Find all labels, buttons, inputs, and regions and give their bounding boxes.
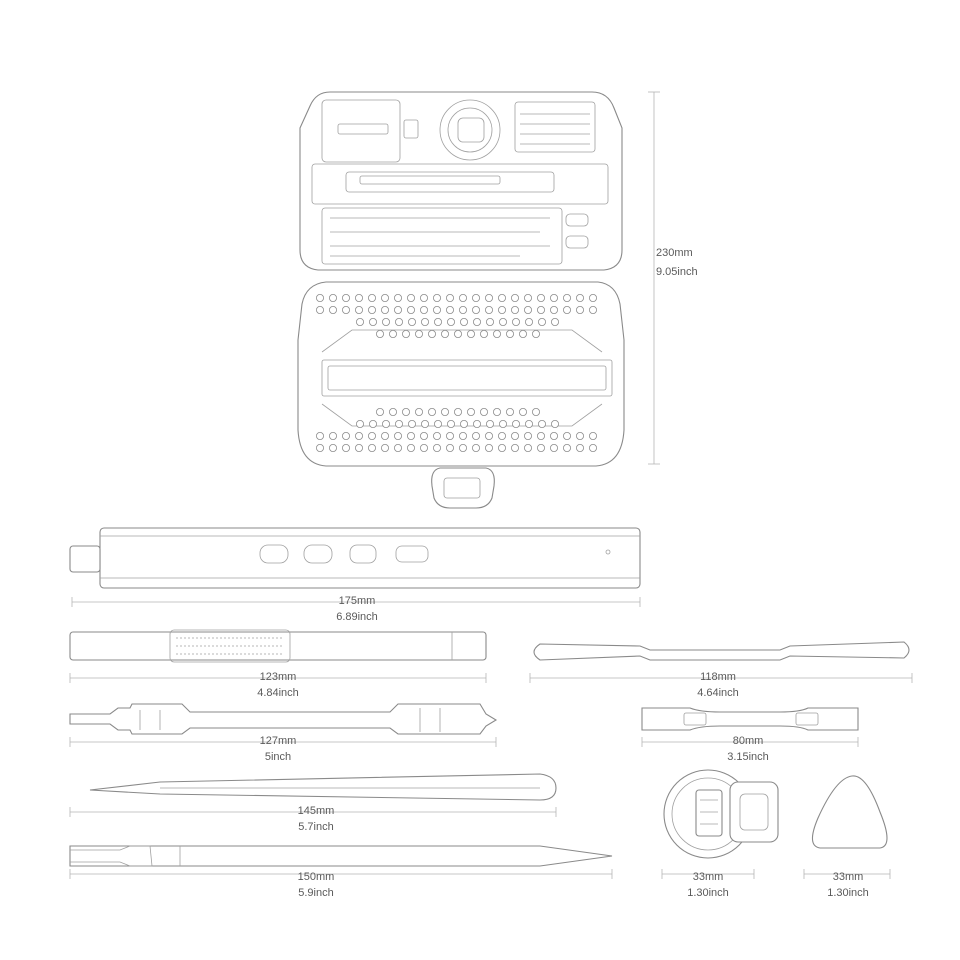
bit-hole	[538, 318, 545, 325]
bit-hole	[551, 318, 558, 325]
bit-hole	[537, 306, 544, 313]
bit-hole	[486, 318, 493, 325]
bit-hole	[356, 420, 363, 427]
pry-pick-illustration	[70, 846, 612, 899]
guitar-pick-size-mm: 33mm	[832, 871, 864, 883]
bit-hole	[499, 318, 506, 325]
bit-hole	[511, 432, 518, 439]
bit-hole	[428, 408, 435, 415]
bit-hole	[506, 408, 513, 415]
tweezers-length-inch: 5.7inch	[298, 821, 334, 833]
extension-rod-length-mm: 123mm	[259, 671, 297, 683]
bit-hole	[316, 306, 323, 313]
bit-hole	[407, 306, 414, 313]
bit-hole	[395, 318, 402, 325]
bit-hole	[532, 330, 539, 337]
bit-hole	[407, 444, 414, 451]
bit-hole	[408, 420, 415, 427]
case-bit-tray	[298, 282, 624, 508]
bit-hole	[459, 306, 466, 313]
bit-hole	[368, 432, 375, 439]
bit-hole	[355, 306, 362, 313]
bit-hole	[493, 408, 500, 415]
bit-hole	[421, 420, 428, 427]
screwdriver-length-inch: 6.89inch	[336, 611, 378, 623]
bit-hole	[395, 420, 402, 427]
bit-hole	[415, 408, 422, 415]
bit-hole	[550, 432, 557, 439]
bit-hole	[381, 294, 388, 301]
sim-tool-illustration	[70, 704, 496, 763]
bit-hole	[389, 408, 396, 415]
bit-hole	[563, 432, 570, 439]
extension-rod-length-inch: 4.84inch	[257, 687, 299, 699]
bit-hole	[421, 318, 428, 325]
bit-hole	[576, 294, 583, 301]
bit-hole	[537, 294, 544, 301]
bit-hole	[589, 444, 596, 451]
bit-hole	[537, 432, 544, 439]
bit-hole	[525, 420, 532, 427]
bit-hole	[433, 432, 440, 439]
bit-hole	[447, 318, 454, 325]
bit-hole	[499, 420, 506, 427]
bit-hole	[576, 444, 583, 451]
bit-hole	[537, 444, 544, 451]
bit-hole	[441, 330, 448, 337]
bit-hole	[428, 330, 435, 337]
extension-rod-illustration	[70, 630, 486, 699]
bit-hole	[589, 294, 596, 301]
bit-hole	[402, 408, 409, 415]
bit-hole	[576, 306, 583, 313]
bit-hole	[389, 330, 396, 337]
bit-hole	[472, 294, 479, 301]
bit-hole	[433, 306, 440, 313]
bit-hole	[511, 306, 518, 313]
bit-hole	[434, 318, 441, 325]
kit-case-illustration	[298, 92, 698, 508]
bit-hole	[511, 294, 518, 301]
bit-hole	[420, 432, 427, 439]
bit-hole	[480, 408, 487, 415]
bit-hole	[459, 294, 466, 301]
bit-hole	[460, 318, 467, 325]
suction-cup-size-mm: 33mm	[692, 871, 724, 883]
bit-hole	[485, 444, 492, 451]
bit-hole	[446, 444, 453, 451]
bit-hole	[512, 318, 519, 325]
bit-hole	[472, 306, 479, 313]
bit-hole	[459, 444, 466, 451]
bit-hole	[441, 408, 448, 415]
screwdriver-length-mm: 175mm	[338, 595, 376, 607]
bit-hole	[485, 294, 492, 301]
bit-hole	[563, 444, 570, 451]
bit-hole	[408, 318, 415, 325]
bit-hole	[446, 294, 453, 301]
bit-hole	[460, 420, 467, 427]
bit-hole	[532, 408, 539, 415]
guitar-pick-size-inch: 1.30inch	[827, 887, 869, 899]
bit-hole	[415, 330, 422, 337]
bit-hole	[394, 432, 401, 439]
spudger-length-inch: 4.64inch	[697, 687, 739, 699]
bit-hole	[485, 306, 492, 313]
bit-hole	[355, 432, 362, 439]
bit-hole	[524, 294, 531, 301]
bit-hole	[355, 294, 362, 301]
case-lid	[300, 92, 622, 270]
spudger-illustration	[530, 642, 912, 699]
tweezers-length-mm: 145mm	[297, 805, 335, 817]
sim-tool-length-mm: 127mm	[259, 735, 297, 747]
bit-hole	[376, 408, 383, 415]
bit-hole	[519, 408, 526, 415]
bit-hole	[368, 444, 375, 451]
bit-hole	[446, 306, 453, 313]
bit-hole	[550, 294, 557, 301]
bit-hole	[316, 444, 323, 451]
bit-hole	[342, 444, 349, 451]
bit-hole	[329, 444, 336, 451]
bit-hole	[493, 330, 500, 337]
pry-pick-length-mm: 150mm	[297, 871, 335, 883]
bit-hole	[498, 444, 505, 451]
bit-hole	[525, 318, 532, 325]
bit-hole	[473, 318, 480, 325]
bit-hole	[407, 432, 414, 439]
bit-hole	[550, 444, 557, 451]
bit-hole	[498, 294, 505, 301]
bit-hole	[368, 294, 375, 301]
bit-hole	[434, 420, 441, 427]
kit-case-length-mm: 230mm	[656, 247, 693, 259]
bit-hole	[420, 294, 427, 301]
bit-hole	[506, 330, 513, 337]
bit-hole	[394, 294, 401, 301]
bit-hole	[472, 432, 479, 439]
bit-hole	[459, 432, 466, 439]
bit-hole	[467, 330, 474, 337]
bit-hole	[420, 306, 427, 313]
bit-hole	[524, 444, 531, 451]
screwdriver-illustration	[70, 528, 640, 623]
bit-hole	[316, 432, 323, 439]
bit-hole	[381, 444, 388, 451]
pry-pick-length-inch: 5.9inch	[298, 887, 334, 899]
spudger-length-mm: 118mm	[700, 671, 736, 683]
bit-hole	[342, 432, 349, 439]
bit-hole	[433, 294, 440, 301]
guitar-pick-illustration	[804, 776, 890, 899]
bit-hole	[498, 306, 505, 313]
bit-hole	[454, 330, 461, 337]
bit-hole	[356, 318, 363, 325]
bit-hole	[551, 420, 558, 427]
bit-hole	[342, 294, 349, 301]
kit-case-dimension-line	[648, 92, 660, 464]
bit-hole	[381, 306, 388, 313]
bit-hole	[368, 306, 375, 313]
bit-hole	[446, 432, 453, 439]
suction-cup-illustration	[662, 770, 778, 899]
bit-hole	[511, 444, 518, 451]
bit-hole	[538, 420, 545, 427]
bit-hole	[329, 432, 336, 439]
bit-hole	[433, 444, 440, 451]
bit-hole	[369, 318, 376, 325]
bit-hole	[342, 306, 349, 313]
bit-hole	[519, 330, 526, 337]
bit-hole	[394, 306, 401, 313]
bit-hole	[563, 294, 570, 301]
bit-hole	[486, 420, 493, 427]
bit-hole	[355, 444, 362, 451]
bit-hole	[524, 432, 531, 439]
sim-tool-length-inch: 5inch	[264, 751, 292, 763]
suction-cup-size-inch: 1.30inch	[687, 887, 729, 899]
bit-hole	[394, 444, 401, 451]
bit-hole	[376, 330, 383, 337]
bit-hole	[467, 408, 474, 415]
bit-hole	[512, 420, 519, 427]
bit-hole	[381, 432, 388, 439]
bit-hole	[589, 432, 596, 439]
pry-bar-illustration	[642, 708, 858, 763]
bit-hole	[589, 306, 596, 313]
tweezers-illustration	[70, 774, 556, 833]
bit-hole	[454, 408, 461, 415]
bit-hole	[329, 294, 336, 301]
bit-hole	[472, 444, 479, 451]
bit-hole	[402, 330, 409, 337]
bit-hole	[329, 306, 336, 313]
kit-case-length-inch: 9.05inch	[656, 266, 698, 278]
bit-hole	[382, 318, 389, 325]
bit-hole	[407, 294, 414, 301]
bit-hole	[369, 420, 376, 427]
bit-hole	[420, 444, 427, 451]
bit-hole	[480, 330, 487, 337]
pry-bar-length-mm: 80mm	[732, 735, 764, 747]
bit-hole	[550, 306, 557, 313]
bit-hole	[316, 294, 323, 301]
bit-hole	[485, 432, 492, 439]
bit-hole	[473, 420, 480, 427]
bit-hole	[563, 306, 570, 313]
bit-hole	[576, 432, 583, 439]
bit-hole	[447, 420, 454, 427]
pry-bar-length-inch: 3.15inch	[727, 751, 769, 763]
bit-hole	[498, 432, 505, 439]
bit-hole	[382, 420, 389, 427]
bit-hole	[524, 306, 531, 313]
